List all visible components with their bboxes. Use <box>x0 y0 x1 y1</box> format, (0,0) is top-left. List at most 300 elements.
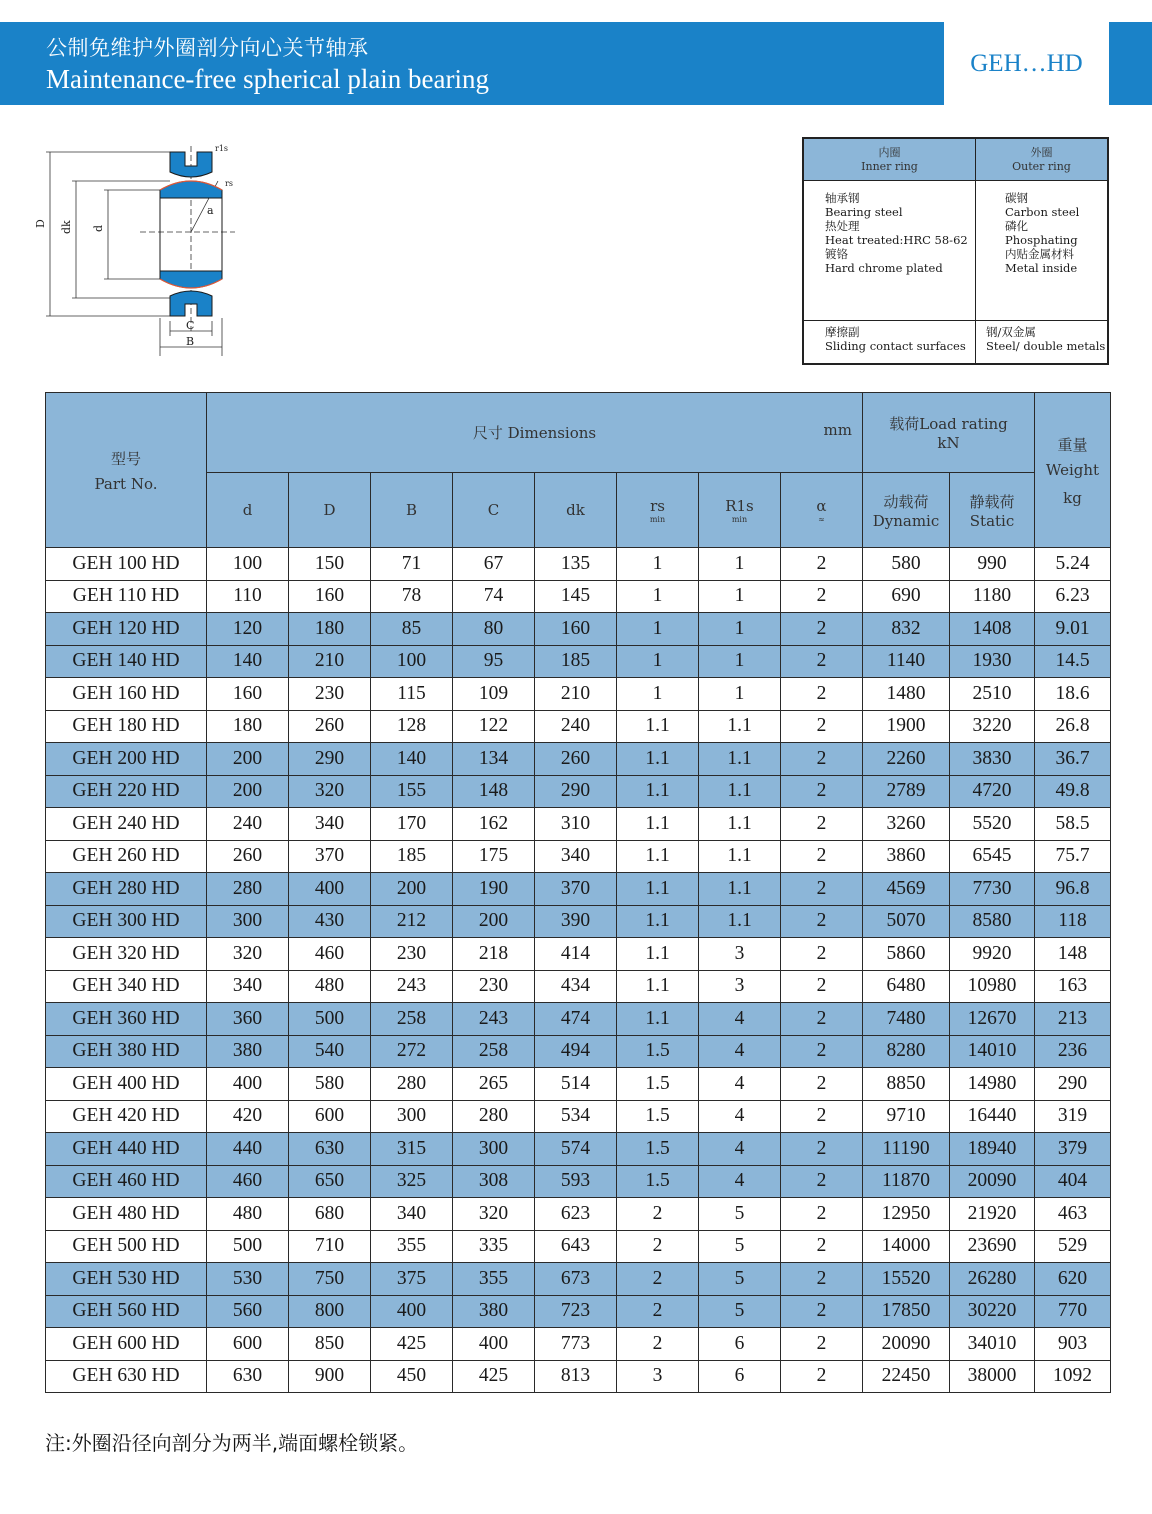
value-cell: 6545 <box>950 840 1035 873</box>
value-cell: 3 <box>699 938 781 971</box>
value-cell: 1.1 <box>617 808 699 841</box>
value-cell: 2 <box>781 1295 863 1328</box>
outer-ring-material <box>976 181 1107 321</box>
value-cell: 4 <box>699 1003 781 1036</box>
value-cell: 9920 <box>950 938 1035 971</box>
value-cell: 7480 <box>863 1003 950 1036</box>
value-cell: 6480 <box>863 970 950 1003</box>
value-cell: 600 <box>289 1100 371 1133</box>
value-cell: 2 <box>781 1100 863 1133</box>
value-cell: 1140 <box>863 645 950 678</box>
value-cell: 5 <box>699 1295 781 1328</box>
value-cell: 534 <box>535 1100 617 1133</box>
value-cell: 260 <box>289 710 371 743</box>
value-cell: 2 <box>781 1068 863 1101</box>
value-cell: 5 <box>699 1230 781 1263</box>
value-cell: 1.1 <box>699 840 781 873</box>
value-cell: 580 <box>289 1068 371 1101</box>
value-cell: 529 <box>1035 1230 1111 1263</box>
value-cell: 148 <box>453 775 535 808</box>
value-cell: 115 <box>371 678 453 711</box>
table-row <box>46 1360 1111 1393</box>
value-cell: 290 <box>289 743 371 776</box>
value-cell: 7730 <box>950 873 1035 906</box>
value-cell: 2 <box>781 1035 863 1068</box>
value-cell: 75.7 <box>1035 840 1111 873</box>
kg-unit: kg <box>1063 488 1082 507</box>
table-row <box>46 1068 1111 1101</box>
value-cell: 110 <box>207 580 289 613</box>
value-cell: 440 <box>207 1133 289 1166</box>
value-cell: 530 <box>207 1263 289 1296</box>
table-row <box>46 970 1111 1003</box>
value-cell: 2 <box>781 1328 863 1361</box>
value-cell: 2 <box>617 1198 699 1231</box>
value-cell: 8850 <box>863 1068 950 1101</box>
value-cell: 1.1 <box>617 873 699 906</box>
table-row <box>46 840 1111 873</box>
value-cell: 1.1 <box>617 905 699 938</box>
value-cell: 258 <box>371 1003 453 1036</box>
value-cell: 990 <box>950 548 1035 581</box>
value-cell: 36.7 <box>1035 743 1111 776</box>
value-cell: 120 <box>207 613 289 646</box>
value-cell: 1 <box>699 645 781 678</box>
sliding-surfaces-value <box>976 321 1107 353</box>
part-number-cell: GEH 340 HD <box>46 970 207 1003</box>
value-cell: 6 <box>699 1360 781 1393</box>
part-number-cell: GEH 360 HD <box>46 1003 207 1036</box>
value-cell: 2 <box>781 1230 863 1263</box>
material-line: Bearing steel <box>825 205 903 219</box>
value-cell: 4569 <box>863 873 950 906</box>
value-cell: 500 <box>289 1003 371 1036</box>
value-cell: 74 <box>453 580 535 613</box>
part-number-cell: GEH 600 HD <box>46 1328 207 1361</box>
value-cell: 212 <box>371 905 453 938</box>
value-cell: 1.1 <box>699 873 781 906</box>
title-en: Maintenance-free spherical plain bearing <box>46 64 490 94</box>
value-cell: 2 <box>781 743 863 776</box>
value-cell: 272 <box>371 1035 453 1068</box>
label-a: a <box>207 204 214 217</box>
label-rs: rs <box>225 179 233 188</box>
value-cell: 2 <box>781 580 863 613</box>
value-cell: 1408 <box>950 613 1035 646</box>
outer-ring-en: Outer ring <box>1012 160 1071 173</box>
value-cell: 379 <box>1035 1133 1111 1166</box>
value-cell: 723 <box>535 1295 617 1328</box>
value-cell: 773 <box>535 1328 617 1361</box>
value-cell: 4 <box>699 1133 781 1166</box>
col-B: B <box>371 473 453 548</box>
value-cell: 2789 <box>863 775 950 808</box>
value-cell: 450 <box>371 1360 453 1393</box>
value-cell: 260 <box>535 743 617 776</box>
value-cell: 420 <box>207 1100 289 1133</box>
value-cell: 5520 <box>950 808 1035 841</box>
series-code: GEH…HD <box>970 49 1083 77</box>
value-cell: 2 <box>781 938 863 971</box>
value-cell: 1 <box>617 645 699 678</box>
value-cell: 480 <box>207 1198 289 1231</box>
value-cell: 2 <box>617 1328 699 1361</box>
part-number-cell: GEH 420 HD <box>46 1100 207 1133</box>
value-cell: 1.1 <box>617 775 699 808</box>
value-cell: 514 <box>535 1068 617 1101</box>
material-line: 热处理 <box>825 219 860 233</box>
value-cell: 315 <box>371 1133 453 1166</box>
value-cell: 300 <box>207 905 289 938</box>
material-line: Carbon steel <box>1005 205 1080 219</box>
value-cell: 623 <box>535 1198 617 1231</box>
part-number-cell: GEH 200 HD <box>46 743 207 776</box>
value-cell: 160 <box>535 613 617 646</box>
value-cell: 460 <box>207 1165 289 1198</box>
value-cell: 1092 <box>1035 1360 1111 1393</box>
col-alpha <box>781 473 863 548</box>
value-cell: 1.1 <box>617 743 699 776</box>
value-cell: 673 <box>535 1263 617 1296</box>
value-cell: 1 <box>617 678 699 711</box>
bearing-diagram <box>30 136 250 366</box>
weight-header <box>1035 393 1111 548</box>
label-C: C <box>186 319 195 332</box>
value-cell: 160 <box>207 678 289 711</box>
value-cell: 1480 <box>863 678 950 711</box>
value-cell: 425 <box>371 1328 453 1361</box>
table-row <box>46 1165 1111 1198</box>
value-cell: 380 <box>207 1035 289 1068</box>
value-cell: 17850 <box>863 1295 950 1328</box>
value-cell: 210 <box>289 645 371 678</box>
value-cell: 213 <box>1035 1003 1111 1036</box>
value-cell: 1.5 <box>617 1068 699 1101</box>
col-C: C <box>453 473 535 548</box>
value-cell: 140 <box>207 645 289 678</box>
value-cell: 14.5 <box>1035 645 1111 678</box>
value-cell: 1180 <box>950 580 1035 613</box>
col-alpha-approx: ≈ <box>818 514 825 524</box>
value-cell: 2 <box>781 970 863 1003</box>
material-line: 镀铬 <box>825 247 848 261</box>
value-cell: 355 <box>371 1230 453 1263</box>
value-cell: 2 <box>781 678 863 711</box>
table-row <box>46 938 1111 971</box>
value-cell: 400 <box>453 1328 535 1361</box>
value-cell: 903 <box>1035 1328 1111 1361</box>
value-cell: 200 <box>453 905 535 938</box>
value-cell: 14980 <box>950 1068 1035 1101</box>
value-cell: 360 <box>207 1003 289 1036</box>
value-cell: 230 <box>371 938 453 971</box>
value-cell: 650 <box>289 1165 371 1198</box>
value-cell: 6.23 <box>1035 580 1111 613</box>
part-number-cell: GEH 300 HD <box>46 905 207 938</box>
table-row <box>46 1003 1111 1036</box>
value-cell: 5070 <box>863 905 950 938</box>
value-cell: 26280 <box>950 1263 1035 1296</box>
table-row <box>46 743 1111 776</box>
value-cell: 100 <box>371 645 453 678</box>
value-cell: 185 <box>535 645 617 678</box>
value-cell: 175 <box>453 840 535 873</box>
value-cell: 414 <box>535 938 617 971</box>
value-cell: 11870 <box>863 1165 950 1198</box>
value-cell: 2 <box>617 1230 699 1263</box>
header-accent <box>1109 22 1152 105</box>
foot-line: 摩擦副 <box>825 325 860 339</box>
load-rating-header <box>863 393 1035 473</box>
value-cell: 1.1 <box>699 710 781 743</box>
value-cell: 280 <box>371 1068 453 1101</box>
value-cell: 300 <box>371 1100 453 1133</box>
foot-line: Sliding contact surfaces <box>825 339 966 353</box>
value-cell: 460 <box>289 938 371 971</box>
value-cell: 2 <box>781 808 863 841</box>
value-cell: 230 <box>289 678 371 711</box>
label-dk: dk <box>60 220 73 234</box>
value-cell: 240 <box>535 710 617 743</box>
outer-ring-zh: 外圈 <box>1030 146 1053 159</box>
value-cell: 325 <box>371 1165 453 1198</box>
material-line: Heat treated:HRC 58-62 <box>825 233 968 247</box>
value-cell: 770 <box>1035 1295 1111 1328</box>
value-cell: 243 <box>371 970 453 1003</box>
label-r1s: r1s <box>215 144 229 153</box>
value-cell: 1.1 <box>617 1003 699 1036</box>
value-cell: 340 <box>289 808 371 841</box>
value-cell: 404 <box>1035 1165 1111 1198</box>
value-cell: 900 <box>289 1360 371 1393</box>
value-cell: 58.5 <box>1035 808 1111 841</box>
value-cell: 2 <box>781 1165 863 1198</box>
value-cell: 11190 <box>863 1133 950 1166</box>
value-cell: 30220 <box>950 1295 1035 1328</box>
value-cell: 290 <box>535 775 617 808</box>
table-row <box>46 645 1111 678</box>
value-cell: 1 <box>699 678 781 711</box>
value-cell: 80 <box>453 613 535 646</box>
value-cell: 49.8 <box>1035 775 1111 808</box>
value-cell: 3 <box>617 1360 699 1393</box>
value-cell: 6 <box>699 1328 781 1361</box>
value-cell: 375 <box>371 1263 453 1296</box>
value-cell: 236 <box>1035 1035 1111 1068</box>
value-cell: 100 <box>207 548 289 581</box>
value-cell: 1.1 <box>699 743 781 776</box>
value-cell: 813 <box>535 1360 617 1393</box>
value-cell: 118 <box>1035 905 1111 938</box>
part-number-cell: GEH 160 HD <box>46 678 207 711</box>
inner-ring-header <box>804 139 975 181</box>
dimensions-header <box>207 393 863 473</box>
col-rs-label: rs <box>650 496 665 515</box>
value-cell: 430 <box>289 905 371 938</box>
value-cell: 434 <box>535 970 617 1003</box>
foot-line: 钢/双金属 <box>986 325 1036 339</box>
value-cell: 474 <box>535 1003 617 1036</box>
value-cell: 8280 <box>863 1035 950 1068</box>
value-cell: 34010 <box>950 1328 1035 1361</box>
static-en: Static <box>969 511 1015 530</box>
sliding-surfaces-label <box>804 321 975 353</box>
value-cell: 2 <box>781 645 863 678</box>
value-cell: 2 <box>781 1133 863 1166</box>
table-row <box>46 580 1111 613</box>
value-cell: 145 <box>535 580 617 613</box>
value-cell: 240 <box>207 808 289 841</box>
part-number-cell: GEH 460 HD <box>46 1165 207 1198</box>
value-cell: 1 <box>699 548 781 581</box>
part-number-cell: GEH 320 HD <box>46 938 207 971</box>
part-number-cell: GEH 500 HD <box>46 1230 207 1263</box>
table-row <box>46 905 1111 938</box>
value-cell: 2 <box>781 613 863 646</box>
inner-ring-zh: 内圈 <box>878 146 901 159</box>
dimensions-label: 尺寸 Dimensions <box>472 424 597 442</box>
col-d: d <box>207 473 289 548</box>
table-row <box>46 808 1111 841</box>
value-cell: 1.5 <box>617 1035 699 1068</box>
value-cell: 3260 <box>863 808 950 841</box>
value-cell: 5 <box>699 1263 781 1296</box>
value-cell: 150 <box>289 548 371 581</box>
table-row <box>46 710 1111 743</box>
value-cell: 20090 <box>950 1165 1035 1198</box>
table-row <box>46 1230 1111 1263</box>
value-cell: 1 <box>617 580 699 613</box>
value-cell: 8580 <box>950 905 1035 938</box>
label-D: D <box>34 219 47 228</box>
table-row <box>46 1198 1111 1231</box>
value-cell: 140 <box>371 743 453 776</box>
material-line: 内贴金属材料 <box>1005 247 1074 261</box>
part-number-cell: GEH 120 HD <box>46 613 207 646</box>
value-cell: 574 <box>535 1133 617 1166</box>
part-no-zh: 型号 <box>110 449 141 468</box>
value-cell: 800 <box>289 1295 371 1328</box>
value-cell: 690 <box>863 580 950 613</box>
value-cell: 4 <box>699 1035 781 1068</box>
part-no-header <box>46 393 207 548</box>
inner-ring-en: Inner ring <box>861 160 918 173</box>
label-B: B <box>186 335 195 348</box>
value-cell: 680 <box>289 1198 371 1231</box>
value-cell: 630 <box>289 1133 371 1166</box>
value-cell: 630 <box>207 1360 289 1393</box>
material-line: 碳钢 <box>1005 191 1028 205</box>
table-row <box>46 775 1111 808</box>
bearing-cross-section-drawing <box>30 136 250 366</box>
value-cell: 1.1 <box>617 938 699 971</box>
value-cell: 2 <box>781 1198 863 1231</box>
value-cell: 71 <box>371 548 453 581</box>
value-cell: 620 <box>1035 1263 1111 1296</box>
part-number-cell: GEH 220 HD <box>46 775 207 808</box>
part-number-cell: GEH 560 HD <box>46 1295 207 1328</box>
weight-en: Weight <box>1045 460 1100 479</box>
value-cell: 163 <box>1035 970 1111 1003</box>
part-no-en: Part No. <box>94 474 158 493</box>
value-cell: 14000 <box>863 1230 950 1263</box>
value-cell: 1.5 <box>617 1100 699 1133</box>
part-number-cell: GEH 110 HD <box>46 580 207 613</box>
value-cell: 1930 <box>950 645 1035 678</box>
value-cell: 1.1 <box>699 808 781 841</box>
value-cell: 3830 <box>950 743 1035 776</box>
value-cell: 600 <box>207 1328 289 1361</box>
value-cell: 5.24 <box>1035 548 1111 581</box>
value-cell: 4 <box>699 1100 781 1133</box>
value-cell: 1900 <box>863 710 950 743</box>
part-number-cell: GEH 240 HD <box>46 808 207 841</box>
value-cell: 2 <box>617 1263 699 1296</box>
value-cell: 22450 <box>863 1360 950 1393</box>
value-cell: 710 <box>289 1230 371 1263</box>
value-cell: 185 <box>371 840 453 873</box>
value-cell: 400 <box>289 873 371 906</box>
value-cell: 2510 <box>950 678 1035 711</box>
value-cell: 5 <box>699 1198 781 1231</box>
mm-unit: mm <box>823 421 852 439</box>
footnote: 注:外圈沿径向剖分为两半,端面螺栓锁紧。 <box>45 1431 419 1455</box>
static-zh: 静载荷 <box>969 492 1015 511</box>
value-cell: 2 <box>781 1263 863 1296</box>
value-cell: 20090 <box>863 1328 950 1361</box>
value-cell: 400 <box>371 1295 453 1328</box>
inner-ring-column <box>804 139 976 363</box>
value-cell: 12670 <box>950 1003 1035 1036</box>
value-cell: 38000 <box>950 1360 1035 1393</box>
value-cell: 96.8 <box>1035 873 1111 906</box>
dynamic-zh: 动载荷 <box>883 492 929 511</box>
value-cell: 21920 <box>950 1198 1035 1231</box>
table-row <box>46 1035 1111 1068</box>
value-cell: 2 <box>781 905 863 938</box>
col-r1s-label: R1s <box>725 496 754 515</box>
value-cell: 280 <box>207 873 289 906</box>
value-cell: 2 <box>781 775 863 808</box>
inner-ring-material <box>804 181 975 321</box>
value-cell: 380 <box>453 1295 535 1328</box>
value-cell: 850 <box>289 1328 371 1361</box>
value-cell: 109 <box>453 678 535 711</box>
table-row <box>46 1295 1111 1328</box>
value-cell: 355 <box>453 1263 535 1296</box>
value-cell: 2 <box>781 840 863 873</box>
value-cell: 200 <box>371 873 453 906</box>
value-cell: 2260 <box>863 743 950 776</box>
outer-ring-header <box>976 139 1107 181</box>
value-cell: 290 <box>1035 1068 1111 1101</box>
table-row <box>46 1328 1111 1361</box>
value-cell: 300 <box>453 1133 535 1166</box>
value-cell: 320 <box>453 1198 535 1231</box>
value-cell: 148 <box>1035 938 1111 971</box>
value-cell: 370 <box>535 873 617 906</box>
value-cell: 190 <box>453 873 535 906</box>
col-dk: dk <box>535 473 617 548</box>
value-cell: 18940 <box>950 1133 1035 1166</box>
value-cell: 85 <box>371 613 453 646</box>
value-cell: 500 <box>207 1230 289 1263</box>
part-number-cell: GEH 260 HD <box>46 840 207 873</box>
value-cell: 260 <box>207 840 289 873</box>
value-cell: 593 <box>535 1165 617 1198</box>
value-cell: 16440 <box>950 1100 1035 1133</box>
value-cell: 218 <box>453 938 535 971</box>
